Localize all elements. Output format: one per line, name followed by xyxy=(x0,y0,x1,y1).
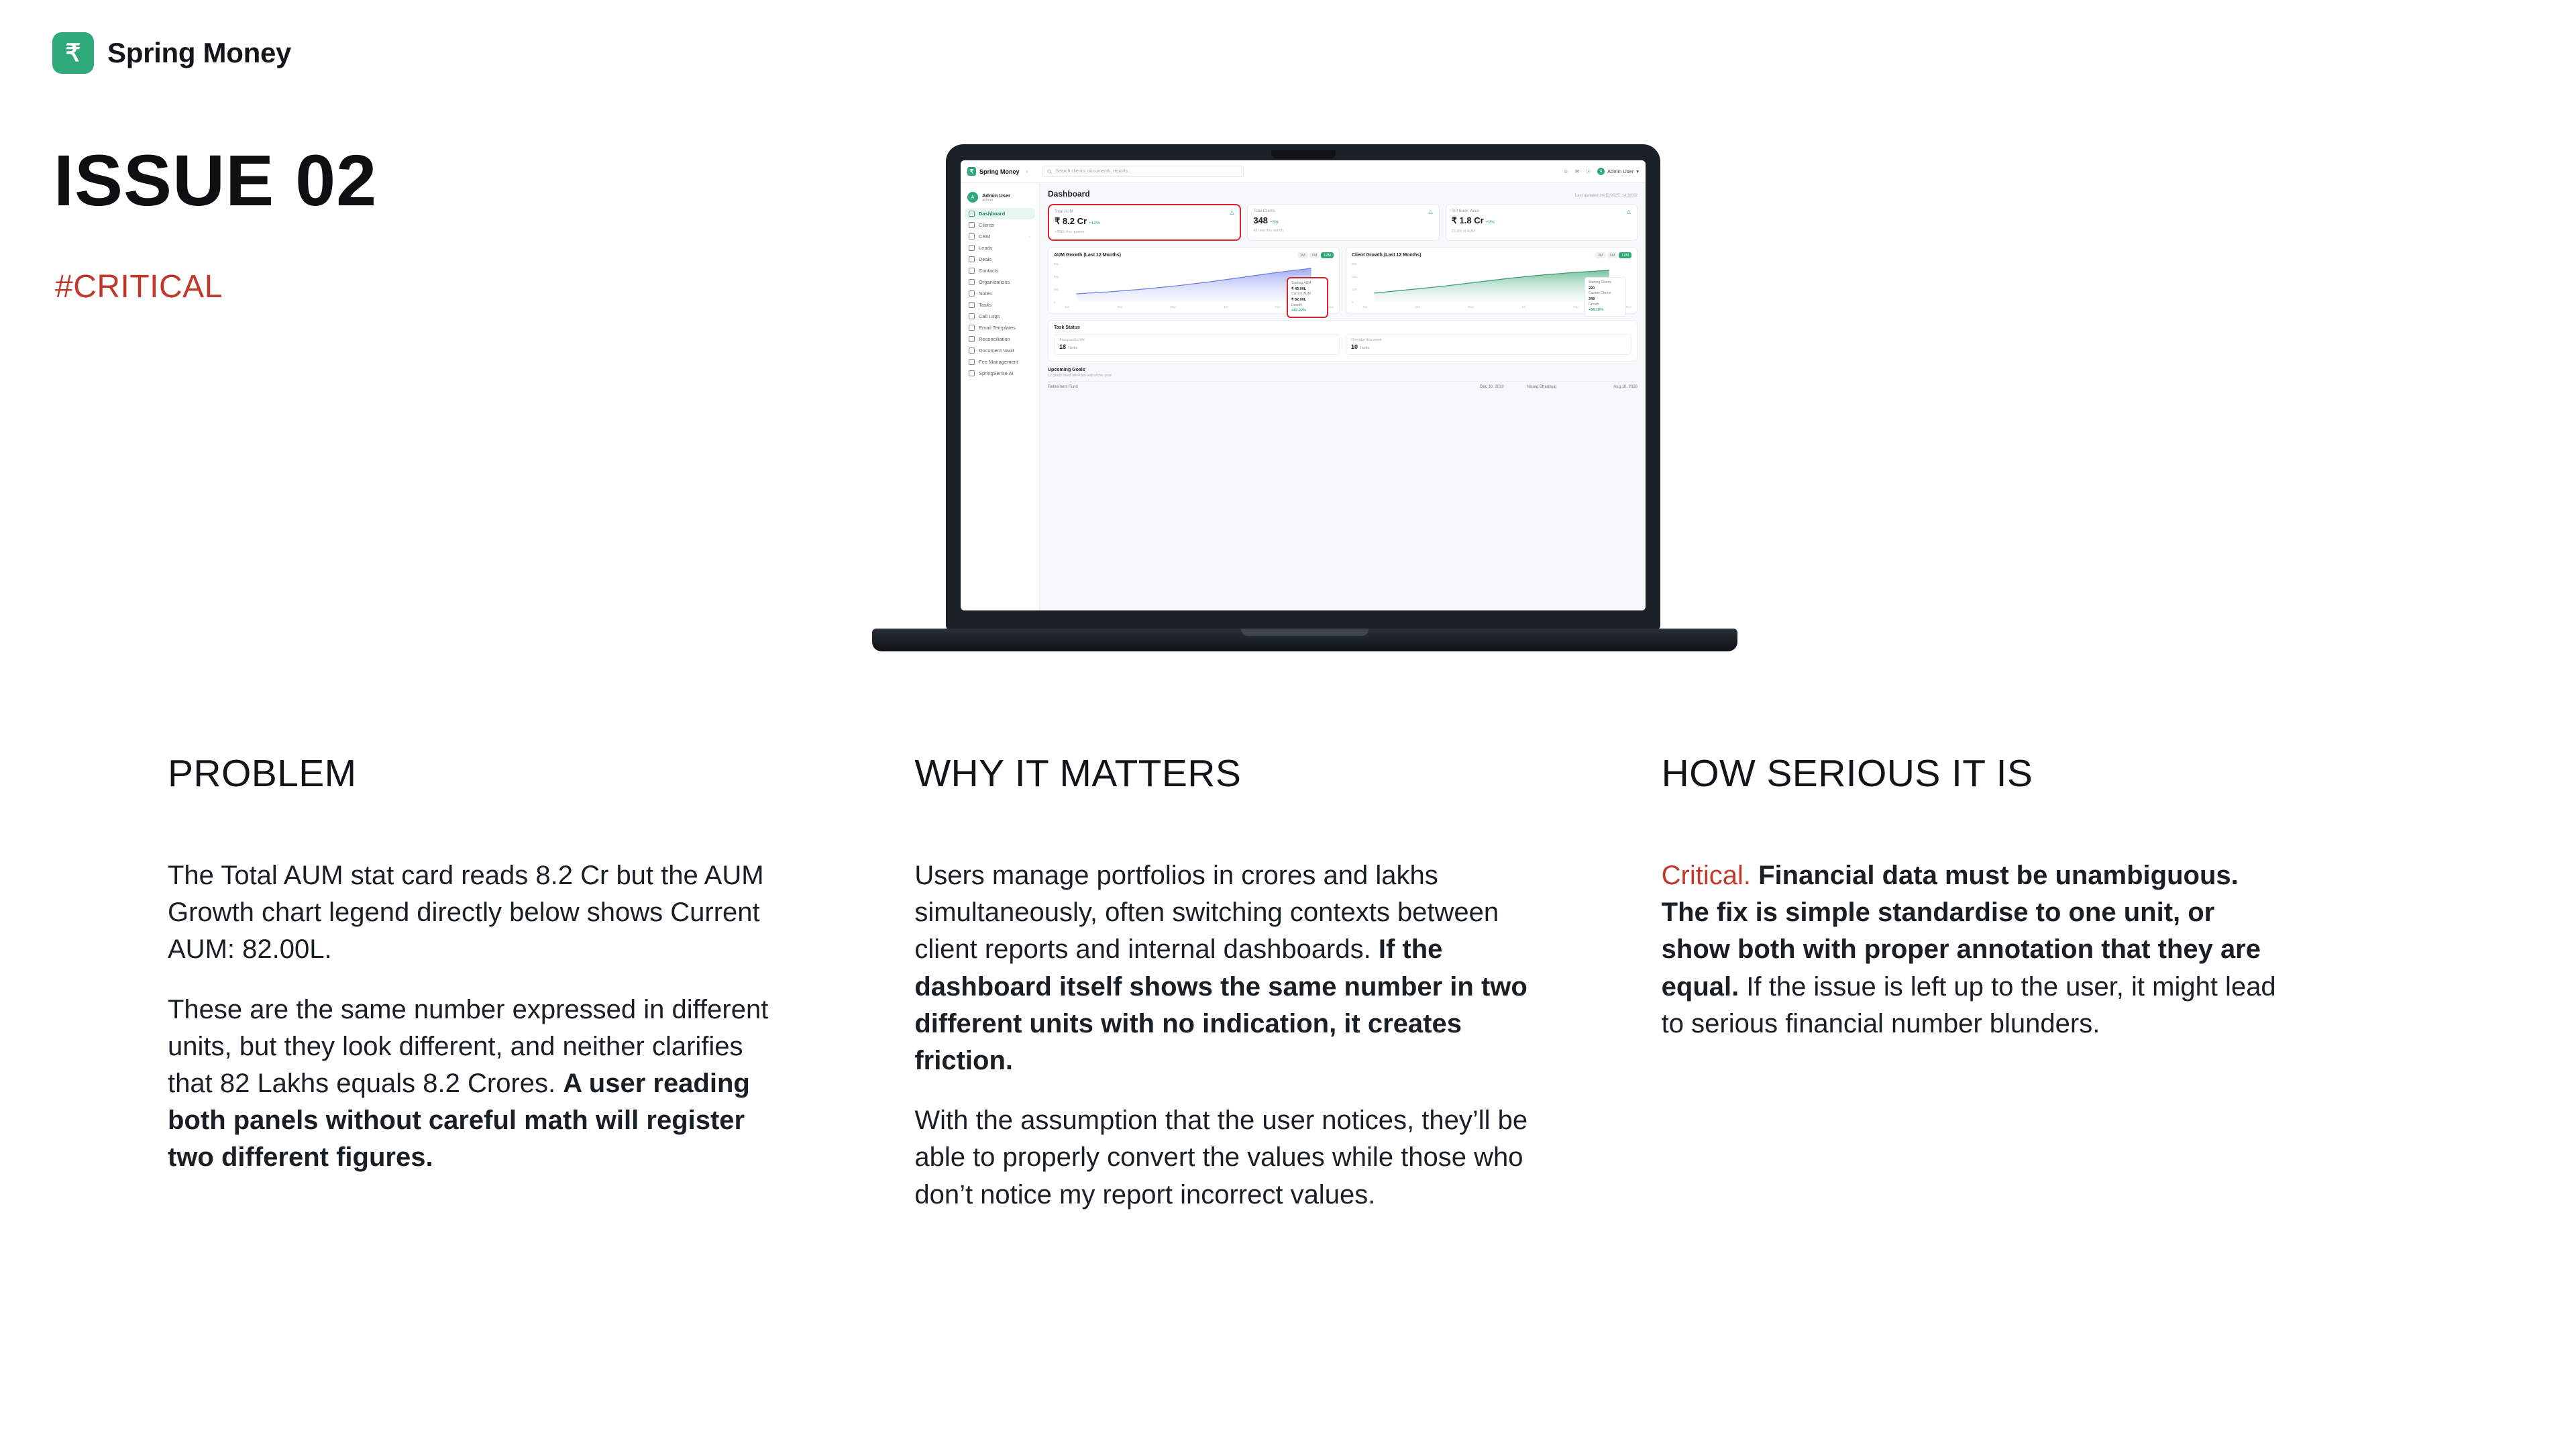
chevron-down-icon: ▾ xyxy=(1636,168,1639,174)
laptop-base-notch xyxy=(1241,629,1368,636)
sidebar-item-label: Dashboard xyxy=(979,211,1006,217)
column-problem xyxy=(168,751,914,1214)
search-icon xyxy=(1047,169,1052,174)
y-tick: 230 xyxy=(1352,275,1357,278)
legend-growth-value: +58.18% xyxy=(1589,308,1603,313)
column-body xyxy=(914,857,1530,1214)
x-tick: Sep xyxy=(1572,305,1578,309)
severity-label: Critical. xyxy=(1661,861,1751,890)
stat-delta: +9% xyxy=(1485,220,1495,225)
y-tick: 60L xyxy=(1054,275,1059,278)
sidebar xyxy=(961,183,1040,610)
legend-starting-value: ₹ 45.00L xyxy=(1291,286,1307,291)
paragraph-emphasis: Financial data must be unambiguous. The fix is simple standardise to one unit, or show both with proper annotation that they are equal. xyxy=(1661,861,2261,1002)
fee-management-icon xyxy=(969,359,975,365)
springsense-ai-icon xyxy=(969,370,975,376)
chevron-down-icon: ⌄ xyxy=(1027,235,1031,239)
bell-icon[interactable]: ☉ xyxy=(1586,168,1591,174)
trend-up-icon: △ xyxy=(1626,209,1631,215)
document-vault-icon xyxy=(969,347,975,354)
column-heading: HOW SERIOUS IT IS xyxy=(1661,752,2033,795)
sidebar-user-role: admin xyxy=(982,198,994,203)
chart-title: Client Growth (Last 12 Months) xyxy=(1352,253,1421,258)
goals-row[interactable] xyxy=(1048,381,1638,389)
chart-title: AUM Growth (Last 12 Months) xyxy=(1054,253,1121,258)
x-tick: Mar xyxy=(1117,305,1123,309)
dashboard-header xyxy=(1048,189,1638,199)
user-icon[interactable]: ☺ xyxy=(1563,168,1569,174)
dashboard-icon xyxy=(969,211,975,217)
paragraph-emphasis: A user reading both panels without careful math will register two different figures. xyxy=(168,1068,750,1173)
content-columns xyxy=(0,751,2576,1214)
sidebar-item-contacts[interactable] xyxy=(965,265,1035,276)
stat-label: Total Clients xyxy=(1253,209,1276,213)
legend-current-label: Current Clients xyxy=(1589,291,1611,296)
spring-money-logo-icon: ₹ xyxy=(52,32,94,74)
legend-starting-label: Starting Clients xyxy=(1589,280,1611,284)
chart-card-client-growth xyxy=(1346,247,1638,314)
range-selector[interactable] xyxy=(1297,252,1334,258)
task-count: 10 xyxy=(1351,343,1358,350)
paragraph-text: The Total AUM stat card reads 8.2 Cr but the AUM Growth chart legend directly below shows Current AUM: 82.00L. xyxy=(168,861,764,965)
sidebar-item-leads[interactable] xyxy=(965,242,1035,254)
goal-owner: Nisarg Bhardwaj xyxy=(1527,385,1557,389)
sidebar-item-crm[interactable] xyxy=(965,231,1035,242)
stat-card-total-clients[interactable] xyxy=(1247,204,1439,241)
sidebar-user[interactable] xyxy=(965,189,1035,208)
deals-icon xyxy=(969,256,975,262)
legend-growth-label: Growth xyxy=(1291,303,1303,307)
paragraph-emphasis: If the dashboard itself shows the same number in two different units with no indication, it creates friction. xyxy=(914,934,1527,1075)
x-tick: May xyxy=(1468,305,1474,309)
column-body xyxy=(168,857,784,1177)
contacts-icon xyxy=(969,268,975,274)
user-name: Admin User xyxy=(1607,168,1634,174)
range-3m[interactable]: 3M xyxy=(1297,252,1308,258)
sidebar-item-dashboard[interactable] xyxy=(965,208,1035,219)
stat-card-sip-book-value[interactable] xyxy=(1446,204,1638,241)
task-count: 18 xyxy=(1059,343,1067,350)
stat-amount: 348 xyxy=(1253,215,1269,225)
trend-up-icon: △ xyxy=(1230,209,1234,215)
column-body xyxy=(1662,857,2277,1042)
goal-name: Retirement Fund xyxy=(1048,385,1078,389)
crm-icon xyxy=(969,233,975,239)
paragraph xyxy=(168,991,784,1177)
stat-card-total-aum[interactable] xyxy=(1048,204,1241,241)
sidebar-item-organizations[interactable] xyxy=(965,276,1035,288)
sidebar-item-label: SpringSense AI xyxy=(979,370,1014,376)
range-3m[interactable]: 3M xyxy=(1595,252,1606,258)
laptop-body xyxy=(946,144,1660,631)
legend-current-label: Current AUM xyxy=(1291,292,1311,297)
goal-date: Dec 30, 2030 xyxy=(1480,385,1504,389)
x-tick: Mar xyxy=(1415,305,1421,309)
user-menu[interactable] xyxy=(1597,168,1639,175)
sidebar-avatar: A xyxy=(967,192,978,203)
aum-growth-plot xyxy=(1054,262,1334,313)
app-topbar xyxy=(961,160,1646,183)
upcoming-goals-card xyxy=(1048,368,1638,389)
organizations-icon xyxy=(969,279,975,285)
x-tick: Nov xyxy=(1328,305,1334,309)
x-tick: Jan xyxy=(1362,305,1368,309)
y-tick: 30L xyxy=(1054,288,1059,291)
sidebar-item-fee-management[interactable] xyxy=(965,356,1035,368)
goals-subtitle: 12 goals need attention within this year xyxy=(1048,374,1112,378)
client-growth-plot xyxy=(1352,262,1631,313)
severity-tag: #CRITICAL xyxy=(55,269,223,305)
sidebar-item-notes[interactable] xyxy=(965,288,1035,299)
stat-value xyxy=(1253,215,1433,225)
app-body xyxy=(961,183,1646,610)
sidebar-item-reconciliation[interactable] xyxy=(965,333,1035,345)
paragraph-text: With the assumption that the user notices, they’ll be able to properly convert the values while those who don’t notice my report incorrect values. xyxy=(914,1106,1528,1210)
stat-delta: +12% xyxy=(1089,221,1100,225)
range-12m[interactable]: 12M xyxy=(1321,252,1334,258)
sidebar-item-email-templates[interactable] xyxy=(965,322,1035,333)
sidebar-item-label: Leads xyxy=(979,245,993,251)
column-heading: WHY IT MATTERS xyxy=(914,752,1242,795)
stat-amount: ₹ 1.8 Cr xyxy=(1451,215,1484,225)
sidebar-item-label: CRM xyxy=(979,233,991,239)
app-logo-icon: ₹ xyxy=(967,167,976,176)
sidebar-item-springsense-ai[interactable] xyxy=(965,368,1035,379)
paragraph-text: These are the same number expressed in different units, but they look different, and neither clarifies that 82 Lakhs equals 8.2 Crores. xyxy=(168,994,769,1098)
task-box-label: Assigned to Me xyxy=(1059,338,1085,342)
x-tick: May xyxy=(1170,305,1176,309)
y-tick: 0 xyxy=(1352,301,1354,304)
range-6m[interactable]: 6M xyxy=(1309,252,1320,258)
chart-cards xyxy=(1048,247,1638,314)
legend-current-value: 348 xyxy=(1589,297,1595,302)
column-why-it-matters xyxy=(914,751,1661,1214)
legend-current-value: ₹ 82.00L xyxy=(1291,298,1307,303)
notes-icon xyxy=(969,290,975,297)
task-status-boxes xyxy=(1054,334,1631,355)
column-heading: PROBLEM xyxy=(168,752,357,795)
legend-growth-label: Growth xyxy=(1589,302,1600,307)
column-how-serious-it-is xyxy=(1662,751,2408,1214)
range-6m[interactable]: 6M xyxy=(1607,252,1618,258)
sidebar-item-label: Clients xyxy=(979,222,994,228)
task-box-label: Overdue this week xyxy=(1351,338,1382,342)
sidebar-item-label: Notes xyxy=(979,290,992,297)
chart-card-aum-growth xyxy=(1048,247,1340,314)
stat-cards xyxy=(1048,204,1638,241)
paragraph-text: If the issue is left up to the user, it might lead to serious financial number blunders. xyxy=(1661,971,2276,1038)
sidebar-item-label: Document Vault xyxy=(979,347,1014,354)
task-status-card xyxy=(1048,320,1638,362)
sidebar-user-name: Admin User xyxy=(982,192,1011,199)
range-12m[interactable]: 12M xyxy=(1619,252,1631,258)
sidebar-item-label: Tasks xyxy=(979,302,992,308)
legend-starting-label: Starting AUM xyxy=(1291,281,1311,285)
tasks-icon xyxy=(969,302,975,308)
chart-header xyxy=(1054,252,1334,258)
stat-label: SIP Book Value xyxy=(1451,209,1480,213)
sidebar-item-label: Reconciliation xyxy=(979,336,1010,342)
task-box-value xyxy=(1351,343,1626,350)
x-tick: Jul xyxy=(1521,305,1525,309)
y-axis-labels xyxy=(1352,262,1357,304)
topbar-actions xyxy=(1563,168,1639,175)
task-status-title: Task Status xyxy=(1054,325,1080,330)
email-templates-icon xyxy=(969,325,975,331)
stat-subtext: +₹58L this quarter xyxy=(1055,230,1085,234)
trend-up-icon: △ xyxy=(1428,209,1433,215)
dashboard-main xyxy=(1040,183,1646,610)
page-title: ISSUE 02 xyxy=(54,140,378,221)
sidebar-item-label: Call Logs xyxy=(979,313,1000,319)
sidebar-item-label: Deals xyxy=(979,256,992,262)
paragraph-text: Users manage portfolios in crores and lakhs simultaneously, often switching contexts between client reports and internal dashboards. xyxy=(914,861,1499,965)
brand-name: Spring Money xyxy=(107,37,292,68)
sidebar-item-label: Email Templates xyxy=(979,325,1016,331)
stat-amount: ₹ 8.2 Cr xyxy=(1055,216,1087,226)
sidebar-item-deals[interactable] xyxy=(965,254,1035,265)
sidebar-item-document-vault[interactable] xyxy=(965,345,1035,356)
stat-subtext: 21.9% of AUM xyxy=(1451,229,1475,233)
y-tick: 90L xyxy=(1054,262,1059,266)
aum-legend-box xyxy=(1287,277,1328,318)
y-axis-labels xyxy=(1054,262,1059,304)
paragraph xyxy=(168,857,784,969)
search-input[interactable] xyxy=(1042,166,1244,177)
app-logo xyxy=(967,167,1020,176)
x-tick: Jan xyxy=(1065,305,1070,309)
y-tick: 350 xyxy=(1352,262,1357,266)
goals-title: Upcoming Goals xyxy=(1048,368,1085,372)
task-box-value xyxy=(1059,343,1334,350)
stat-value xyxy=(1452,215,1631,226)
paragraph xyxy=(914,857,1530,1079)
search-placeholder: Search clients, documents, reports... xyxy=(1055,169,1132,174)
reconciliation-icon xyxy=(969,336,975,342)
sidebar-item-call-logs[interactable] xyxy=(965,311,1035,322)
chart-header xyxy=(1352,252,1631,258)
dashboard-title: Dashboard xyxy=(1048,189,1090,199)
task-unit: Tasks xyxy=(1360,346,1370,350)
legend-starting-value: 220 xyxy=(1589,286,1595,290)
stat-value xyxy=(1055,216,1234,227)
brand-logo xyxy=(52,32,291,74)
leads-icon xyxy=(969,245,975,251)
y-tick: 120 xyxy=(1352,288,1357,291)
sidebar-item-label: Organizations xyxy=(979,279,1010,285)
last-updated-text: Last updated 24/12/2025, 14:38:02 xyxy=(1574,194,1638,198)
paragraph xyxy=(914,1102,1530,1214)
stat-label: Total AUM xyxy=(1055,210,1073,214)
x-tick: Jul xyxy=(1223,305,1228,309)
stat-subtext: 42 new this month xyxy=(1253,229,1283,233)
call-logs-icon xyxy=(969,313,975,319)
sidebar-item-label: Fee Management xyxy=(979,359,1018,365)
x-tick: Sep xyxy=(1275,305,1281,309)
laptop-camera-notch xyxy=(1271,150,1336,158)
stat-delta: +5% xyxy=(1270,220,1279,225)
paragraph xyxy=(1662,857,2277,1042)
sidebar-item-tasks[interactable] xyxy=(965,299,1035,311)
x-tick: Nov xyxy=(1625,305,1631,309)
sidebar-item-label: Contacts xyxy=(979,268,999,274)
range-selector[interactable] xyxy=(1595,252,1631,258)
sidebar-collapse-icon[interactable]: ‹ xyxy=(1026,168,1028,174)
task-unit: Tasks xyxy=(1068,346,1078,350)
legend-growth-value: +82.22% xyxy=(1291,309,1306,313)
avatar: A xyxy=(1597,168,1605,175)
task-box-assigned[interactable] xyxy=(1054,334,1340,355)
chat-icon[interactable]: ✉ xyxy=(1575,168,1580,174)
app-screenshot xyxy=(961,160,1646,610)
app-logo-label: Spring Money xyxy=(979,168,1020,175)
laptop-mockup xyxy=(872,144,1737,674)
y-tick: 0 xyxy=(1054,301,1056,304)
client-legend-box xyxy=(1585,277,1626,317)
goal-review-date: Aug 10, 2026 xyxy=(1613,385,1638,389)
clients-icon xyxy=(969,222,975,228)
task-box-overdue[interactable] xyxy=(1346,334,1631,355)
sidebar-item-clients[interactable] xyxy=(965,219,1035,231)
